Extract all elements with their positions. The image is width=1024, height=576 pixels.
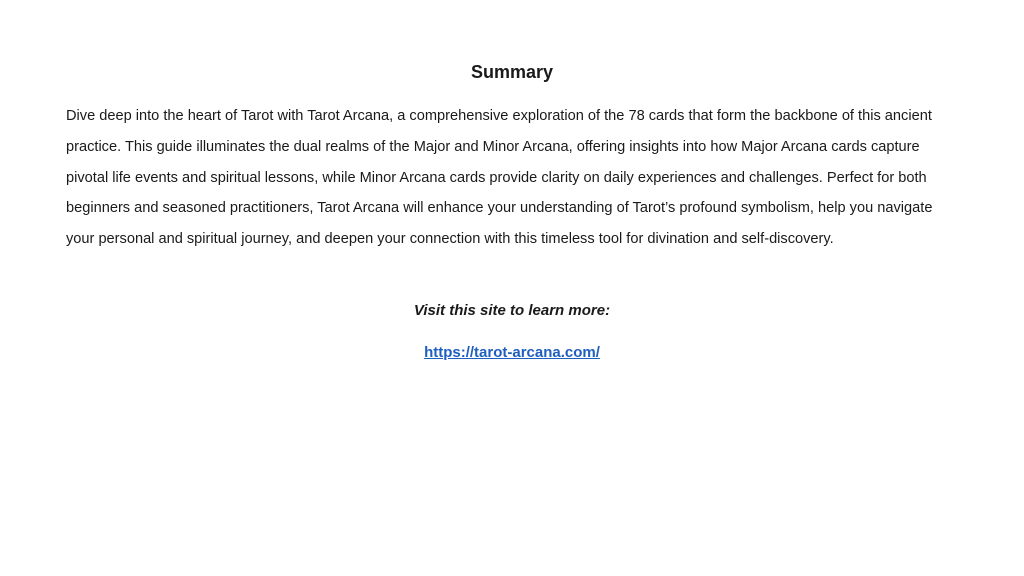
site-link[interactable]: https://tarot-arcana.com/ bbox=[424, 344, 600, 361]
summary-title: Summary bbox=[470, 62, 554, 82]
visit-prompt: Visit this site to learn more: bbox=[413, 302, 611, 319]
summary-paragraph: Dive deep into the heart of Tarot with Tarot Arcana, a comprehensive exploration of the 78 cards that form the backbone of this ancient practice. This guide illuminates the dual realms of the Major and Minor Arcana, offering insights into how Major Arcana cards capture pivotal life events and spiritual lessons, while Minor Arcana cards provide clarity on daily experiences and challenges. Perfect for both beginners and seasoned practitioners, Tarot Arcana will enhance your understanding of Tarot’s profound symbolism, help you navigate your personal and spiritual journey, and deepen your connection with this timeless tool for divination and self-discovery. bbox=[66, 108, 933, 248]
link-row bbox=[0, 342, 1024, 364]
